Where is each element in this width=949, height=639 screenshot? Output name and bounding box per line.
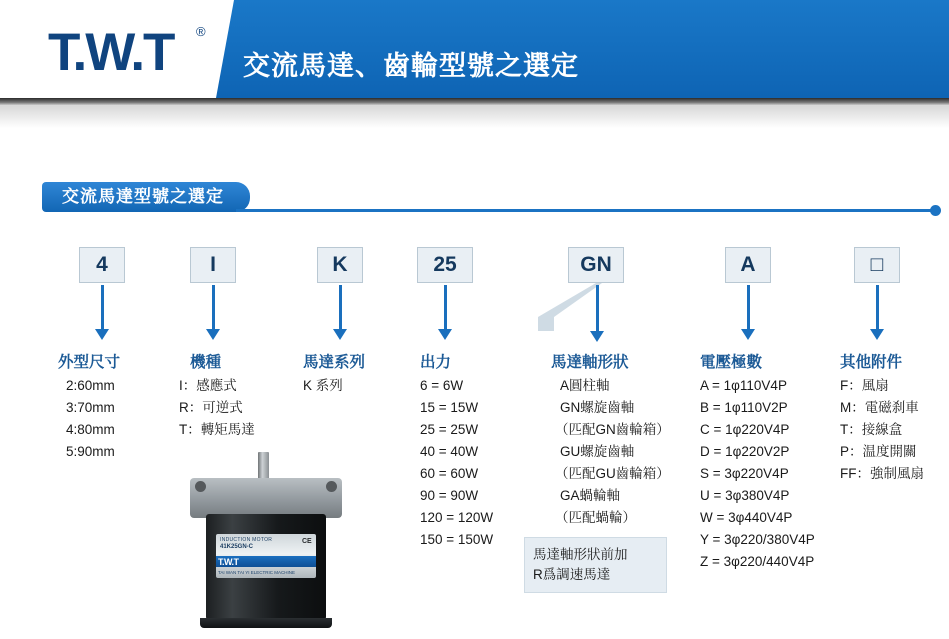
list-item: P：温度開關 [840, 444, 917, 459]
motor-photo [172, 452, 368, 632]
list-item: 15 = 15W [420, 400, 479, 415]
code-box-shaft-shape: GN [568, 247, 624, 283]
column-title-voltage-poles: 電壓極數 [700, 354, 763, 371]
list-item: F：風扇 [840, 378, 889, 393]
list-item: U = 3φ380V4P [700, 488, 790, 503]
note-line-1: 馬達軸形狀前加 [533, 547, 628, 562]
variable-speed-note [524, 537, 667, 593]
column-title-output-power: 出力 [420, 354, 452, 371]
list-item: Y = 3φ220/380V4P [700, 532, 815, 547]
list-item: K 系列 [303, 378, 343, 393]
header-divider [0, 98, 949, 106]
list-item: 90 = 90W [420, 488, 479, 503]
arrow-line-shaft-shape [596, 285, 599, 331]
arrow-head-other-accessory [870, 329, 884, 340]
list-item: 3:70mm [66, 400, 115, 415]
list-item: 25 = 25W [420, 422, 479, 437]
page-header [0, 0, 949, 98]
list-item: S = 3φ220V4P [700, 466, 789, 481]
list-item: 150 = 150W [420, 532, 494, 547]
list-item: T：轉矩馬達 [179, 422, 255, 437]
section-rule [236, 209, 936, 212]
column-title-frame-size: 外型尺寸 [58, 354, 121, 371]
list-item: 60 = 60W [420, 466, 479, 481]
column-list-motor-type [179, 375, 255, 441]
column-list-shaft-shape [555, 375, 670, 529]
list-item: GA蝸輪軸 [560, 488, 621, 503]
column-list-output-power [420, 375, 493, 551]
list-item: B = 1φ110V2P [700, 400, 788, 415]
list-item: T：接線盒 [840, 422, 903, 437]
note-line-2: R爲調速馬達 [533, 567, 611, 582]
arrow-line-output-power [444, 285, 447, 329]
nameplate-model: 41K25GN-C [220, 544, 254, 550]
registered-trademark-icon: ® [196, 24, 206, 39]
arrow-head-motor-series [333, 329, 347, 340]
list-item: GN螺旋齒軸 [560, 400, 635, 415]
code-box-voltage-poles: A [725, 247, 771, 283]
list-item: GU螺旋齒軸 [560, 444, 635, 459]
list-item: 120 = 120W [420, 510, 494, 525]
column-list-other-accessory [840, 375, 924, 485]
arrow-line-motor-type [212, 285, 215, 329]
page-title: 交流馬達、齒輪型號之選定 [243, 51, 579, 81]
list-item: A = 1φ110V4P [700, 378, 787, 393]
nameplate-brand: T.W.T [218, 557, 239, 567]
list-item: 4:80mm [66, 422, 115, 437]
list-item: A圓柱軸 [560, 378, 610, 393]
list-item: M：電磁刹車 [840, 400, 919, 415]
arrow-head-voltage-poles [741, 329, 755, 340]
column-title-motor-type: 機種 [190, 354, 222, 371]
list-item: FF：強制風扇 [840, 466, 924, 481]
column-list-frame-size [66, 375, 115, 463]
list-item: （匹配蝸輪） [555, 510, 636, 525]
code-box-motor-type: I [190, 247, 236, 283]
motor-base [200, 618, 332, 628]
list-item: 6 = 6W [420, 378, 464, 393]
list-item: （匹配GN齒輪箱） [555, 422, 670, 437]
list-item: C = 1φ220V4P [700, 422, 790, 437]
code-box-other-accessory: □ [854, 247, 900, 283]
arrow-line-voltage-poles [747, 285, 750, 329]
code-box-frame-size: 4 [79, 247, 125, 283]
arrow-taper-shaft-shape [516, 283, 602, 331]
arrow-head-output-power [438, 329, 452, 340]
nameplate-line-1: INDUCTION MOTOR [220, 537, 273, 543]
code-box-motor-series: K [317, 247, 363, 283]
arrow-head-frame-size [95, 329, 109, 340]
column-title-shaft-shape: 馬達軸形狀 [551, 354, 629, 371]
nameplate-line-3: TAI WAN TAI YI ELECTRIC MACHINE [218, 570, 296, 575]
list-item: （匹配GU齒輪箱） [555, 466, 670, 481]
section-tab: 交流馬達型號之選定 [42, 182, 250, 212]
list-item: R：可逆式 [179, 400, 243, 415]
column-title-other-accessory: 其他附件 [840, 354, 903, 371]
arrow-line-other-accessory [876, 285, 879, 329]
column-list-motor-series [303, 375, 343, 397]
arrow-head-motor-type [206, 329, 220, 340]
arrow-line-frame-size [101, 285, 104, 329]
column-list-voltage-poles [700, 375, 815, 573]
arrow-head-shaft-shape [590, 331, 604, 342]
code-box-output-power: 25 [417, 247, 473, 283]
motor-front-flange [190, 478, 342, 518]
list-item: Z = 3φ220/440V4P [700, 554, 815, 569]
twt-logo: T.W.T [48, 23, 174, 82]
arrow-line-motor-series [339, 285, 342, 329]
column-title-motor-series: 馬達系列 [303, 354, 366, 371]
list-item: 2:60mm [66, 378, 115, 393]
list-item: 5:90mm [66, 444, 115, 459]
section-rule-end-dot [930, 205, 941, 216]
list-item: I：感應式 [179, 378, 237, 393]
list-item: D = 1φ220V2P [700, 444, 790, 459]
ce-mark-icon: CE [302, 538, 312, 545]
list-item: W = 3φ440V4P [700, 510, 793, 525]
header-shadow [0, 106, 949, 128]
list-item: 40 = 40W [420, 444, 479, 459]
